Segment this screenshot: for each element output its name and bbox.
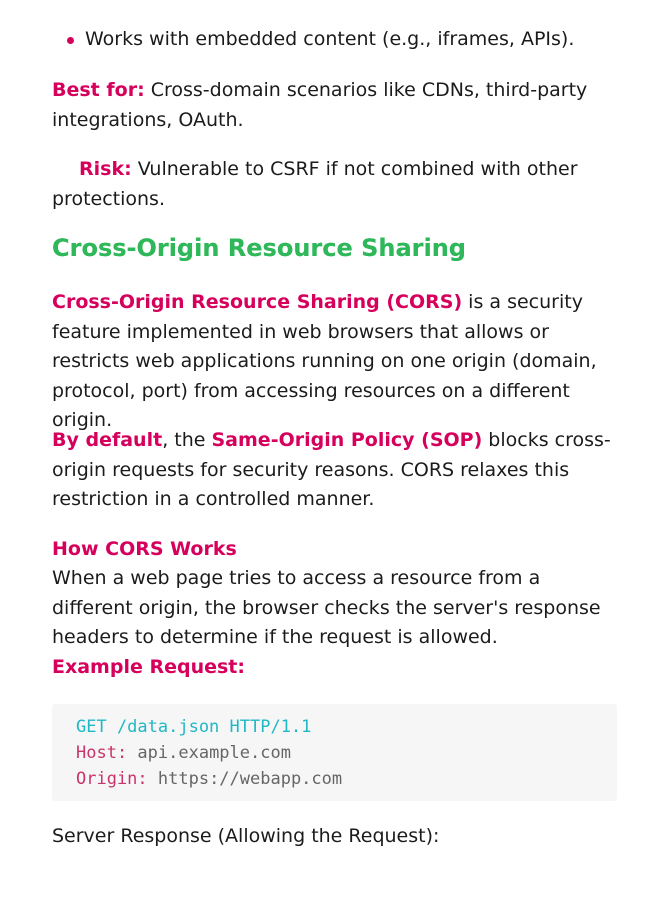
bullet-dot-icon [67, 37, 74, 44]
sop-paragraph [52, 426, 622, 515]
code-header-value: api.example.com [127, 743, 291, 763]
best-for-label: Best for: [52, 79, 145, 101]
code-block [52, 704, 617, 801]
cors-term: Cross-Origin Resource Sharing (CORS) [52, 291, 463, 313]
sop-text: blocks cross-origin requests for security reasons. CORS relaxes this restriction in a controlled manner. [52, 429, 611, 510]
server-response-label: Server Response (Allowing the Request): [52, 825, 440, 847]
code-header-value: https://webapp.com [147, 769, 343, 789]
cors-definition-text: is a security feature implemented in web browsers that allows or restricts web applications running on one origin (domain, protocol, port) from accessing resources on a different origin. [52, 291, 597, 431]
sop-term: Same-Origin Policy (SOP) [211, 429, 483, 451]
code-line [76, 766, 617, 792]
list-item [52, 25, 622, 54]
how-cors-works-block [52, 535, 622, 682]
best-for-paragraph [52, 76, 622, 135]
code-line [76, 714, 617, 740]
sop-mid-text: , the [162, 429, 212, 451]
how-cors-works-text: When a web page tries to access a resource from a different origin, the browser checks the server's response headers to determine if the request is allowed. [52, 567, 601, 648]
feature-bullet-list [52, 25, 622, 54]
code-header-key: Host: [76, 743, 128, 763]
code-request-line: GET /data.json HTTP/1.1 [76, 717, 312, 737]
best-for-text: Cross-domain scenarios like CDNs, third-party integrations, OAuth. [52, 79, 588, 131]
list-item-text: Works with embedded content (e.g., iframes, APIs). [85, 28, 575, 50]
section-heading: Cross-Origin Resource Sharing [52, 230, 466, 266]
code-line [76, 740, 617, 766]
example-request-title: Example Request: [52, 655, 245, 678]
by-default-term: By default [52, 429, 163, 451]
risk-label: Risk: [79, 158, 132, 180]
risk-text: Vulnerable to CSRF if not combined with other protections. [52, 158, 578, 210]
how-cors-works-title: How CORS Works [52, 538, 237, 560]
code-header-key: Origin: [76, 769, 148, 789]
risk-paragraph [52, 155, 622, 214]
cors-definition-paragraph [52, 288, 622, 436]
